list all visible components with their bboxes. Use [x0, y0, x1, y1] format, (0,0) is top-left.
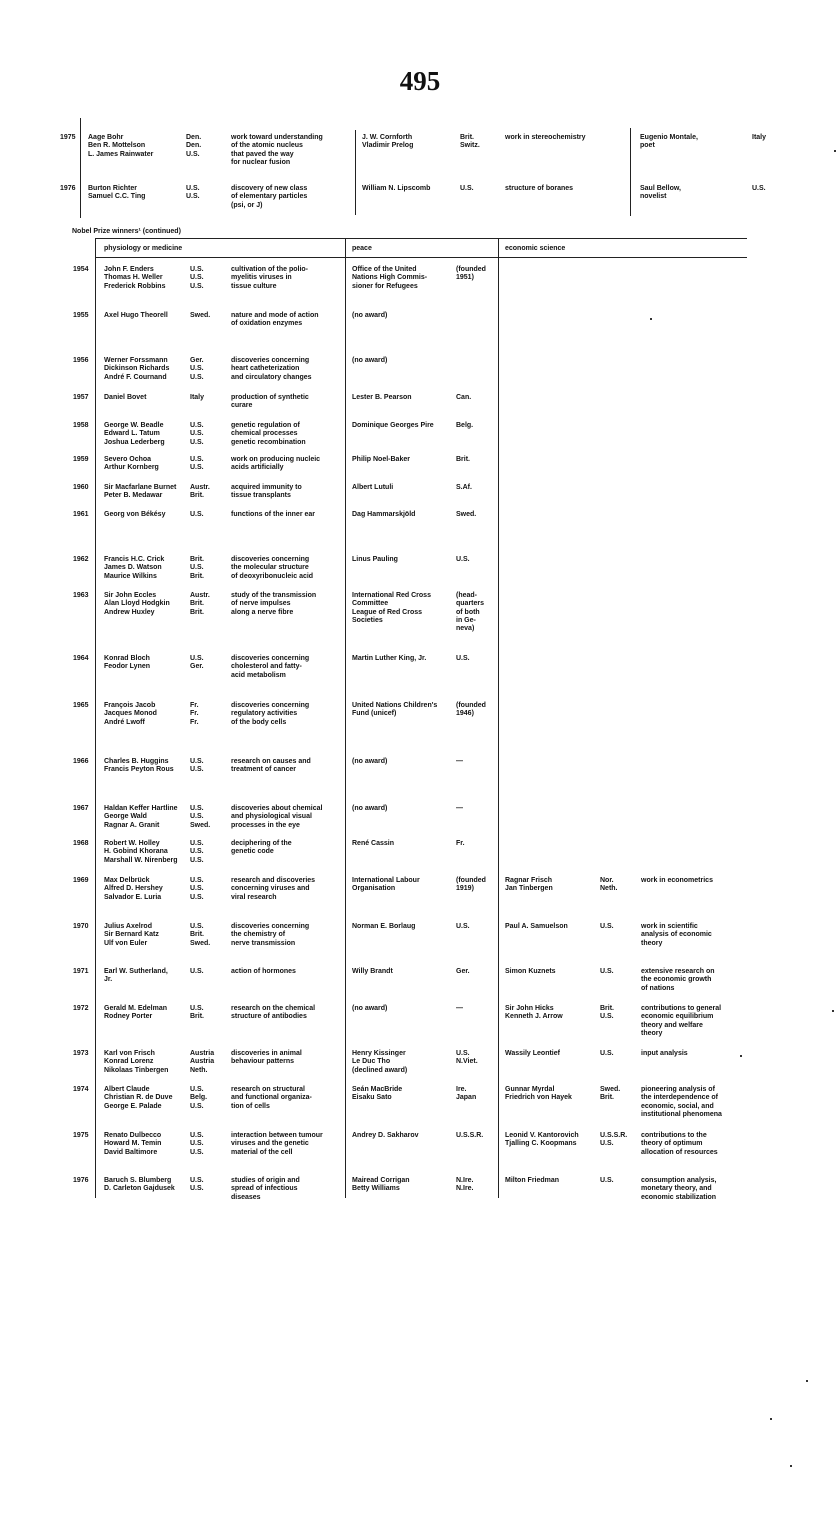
row-year: 1956 [73, 357, 89, 364]
medicine-nationality: Swed. [190, 312, 211, 319]
chemistry-laureates: William N. Lipscomb [362, 185, 431, 192]
medicine-achievement: discoveries concerning the chemistry of nerve transmission [231, 923, 310, 947]
medicine-achievement: discoveries in animal behaviour patterns [231, 1050, 302, 1066]
chemistry-achievement: work in stereochemistry [505, 134, 586, 141]
header-bottom-rule [95, 257, 747, 258]
peace-laureate: Martin Luther King, Jr. [352, 655, 427, 662]
peace-laureate: (no award) [352, 805, 388, 812]
medicine-achievement: cultivation of the polio- myelitis viruses in tissue culture [231, 266, 308, 290]
medicine-nationality: U.S. Brit. [190, 1005, 204, 1021]
peace-nationality: — [456, 758, 463, 765]
chemistry-laureates: J. W. Cornforth Vladimir Prelog [362, 134, 414, 150]
peace-laureate: Norman E. Borlaug [352, 923, 416, 930]
medicine-nationality: U.S. U.S. U.S. [190, 877, 204, 901]
medicine-achievement: studies of origin and spread of infectious diseases [231, 1177, 300, 1201]
medicine-achievement: discoveries concerning heart catheterization and circulatory changes [231, 357, 312, 381]
peace-laureate: (no award) [352, 758, 388, 765]
peace-nationality: (founded 1951) [456, 266, 486, 282]
medicine-achievement: nature and mode of action of oxidation enzymes [231, 312, 319, 328]
medicine-nationality: Italy [190, 394, 205, 401]
medicine-achievement: genetic regulation of chemical processes genetic recombination [231, 422, 306, 446]
peace-laureate: Henry Kissinger Le Duc Tho (declined award) [352, 1050, 408, 1074]
economics-nationality: Nor. Neth. [600, 877, 618, 893]
medicine-achievement: interaction between tumour viruses and the genetic material of the cell [231, 1132, 323, 1156]
medicine-nationality: U.S. U.S. Swed. [190, 805, 211, 829]
physics-nationality: Den. Den. U.S. [186, 134, 202, 158]
peace-nationality: U.S. [456, 655, 470, 662]
medicine-laureates: Daniel Bovet [104, 394, 147, 401]
economics-laureates: Milton Friedman [505, 1177, 560, 1184]
economics-nationality: Brit. U.S. [600, 1005, 614, 1021]
physics-laureates: Burton Richter Samuel C.C. Ting [88, 185, 146, 201]
peace-nationality: S.Af. [456, 484, 472, 491]
peace-laureate: Willy Brandt [352, 968, 393, 975]
header-medicine: physiology or medicine [104, 245, 183, 252]
medicine-achievement: study of the transmission of nerve impulses along a nerve fibre [231, 592, 317, 616]
medicine-nationality: U.S. Ger. [190, 655, 204, 671]
medicine-nationality: U.S. [190, 511, 204, 518]
peace-laureate: Philip Noel-Baker [352, 456, 410, 463]
scan-speck [650, 318, 652, 320]
medicine-achievement: discoveries concerning regulatory activities of the body cells [231, 702, 310, 726]
row-year: 1970 [73, 923, 89, 930]
medicine-laureates: Axel Hugo Theorell [104, 312, 168, 319]
medicine-laureates: Max Delbrück Alfred D. Hershey Salvador E. Luria [104, 877, 163, 901]
medicine-achievement: research and discoveries concerning viruses and viral research [231, 877, 316, 901]
peace-laureate: International Labour Organisation [352, 877, 420, 893]
page-number: 495 [399, 66, 441, 96]
medicine-laureates: Charles B. Huggins Francis Peyton Rous [104, 758, 174, 774]
peace-nationality: U.S. [456, 556, 470, 563]
economics-achievement: pioneering analysis of the interdependence of economic, social, and institutional phenomena [641, 1086, 722, 1118]
medicine-nationality: U.S. Brit. Swed. [190, 923, 211, 947]
peace-nationality: — [456, 805, 463, 812]
peace-nationality: N.Ire. N.Ire. [456, 1177, 474, 1193]
physics-laureates: Aage Bohr Ben R. Mottelson L. James Rainwater [88, 134, 154, 158]
medicine-nationality: U.S. U.S. U.S. [190, 1132, 204, 1156]
chemistry-achievement: structure of boranes [505, 185, 574, 192]
table-title: Nobel Prize winners¹ (continued) [72, 228, 181, 235]
medicine-laureates: Konrad Bloch Feodor Lynen [104, 655, 151, 671]
peace-laureate: Lester B. Pearson [352, 394, 412, 401]
economics-laureates: Paul A. Samuelson [505, 923, 568, 930]
peace-laureate: United Nations Children's Fund (unicef) [352, 702, 438, 718]
medicine-achievement: work on producing nucleic acids artificially [231, 456, 321, 472]
row-year: 1976 [73, 1177, 89, 1184]
table-rule-left [95, 238, 96, 1198]
row-year: 1962 [73, 556, 89, 563]
peace-nationality: U.S.S.R. [456, 1132, 484, 1139]
top-year: 1976 [60, 185, 76, 192]
top-rule-right [630, 128, 631, 216]
row-year: 1955 [73, 312, 89, 319]
economics-achievement: extensive research on the economic growth of nations [641, 968, 715, 992]
economics-nationality: U.S. [600, 1177, 614, 1184]
row-year: 1963 [73, 592, 89, 599]
economics-achievement: input analysis [641, 1050, 688, 1057]
row-year: 1959 [73, 456, 89, 463]
row-year: 1975 [73, 1132, 89, 1139]
medicine-laureates: Gerald M. Edelman Rodney Porter [104, 1005, 168, 1021]
medicine-achievement: research on the chemical structure of antibodies [231, 1005, 316, 1021]
economics-laureates: Simon Kuznets [505, 968, 556, 975]
medicine-nationality: U.S. U.S. U.S. [190, 422, 204, 446]
medicine-nationality: Brit. U.S. Brit. [190, 556, 204, 580]
physics-nationality: U.S. U.S. [186, 185, 200, 201]
medicine-nationality: U.S. [190, 968, 204, 975]
medicine-nationality: Austr. Brit. Brit. [190, 592, 210, 616]
medicine-laureates: François Jacob Jacques Monod André Lwoff [104, 702, 157, 726]
medicine-nationality: U.S. U.S. [190, 758, 204, 774]
economics-nationality: Swed. Brit. [600, 1086, 621, 1102]
peace-nationality: Brit. [456, 456, 470, 463]
economics-nationality: U.S. [600, 1050, 614, 1057]
chemistry-nationality: Brit. Switz. [460, 134, 480, 150]
peace-laureate: Mairead Corrigan Betty Williams [352, 1177, 410, 1193]
medicine-achievement: deciphering of the genetic code [231, 840, 292, 856]
peace-nationality: Ire. Japan [456, 1086, 477, 1102]
literature-laureate: Eugenio Montale, poet [640, 134, 698, 150]
row-year: 1965 [73, 702, 89, 709]
peace-nationality: Swed. [456, 511, 477, 518]
medicine-laureates: George W. Beadle Edward L. Tatum Joshua Lederberg [104, 422, 165, 446]
medicine-laureates: Werner Forssmann Dickinson Richards André F. Cournand [104, 357, 170, 381]
peace-laureate: Dominique Georges Pire [352, 422, 434, 429]
peace-nationality: Ger. [456, 968, 470, 975]
table-rule-peace [345, 238, 346, 1198]
medicine-achievement: production of synthetic curare [231, 394, 309, 410]
medicine-nationality: U.S. U.S. U.S. [190, 840, 204, 864]
economics-achievement: consumption analysis, monetary theory, and economic stabilization [641, 1177, 717, 1201]
medicine-achievement: functions of the inner ear [231, 511, 316, 518]
peace-nationality: Fr. [456, 840, 465, 847]
medicine-nationality: Austria Austria Neth. [190, 1050, 215, 1074]
peace-nationality: (founded 1946) [456, 702, 486, 718]
literature-nationality: U.S. [752, 185, 766, 192]
top-year: 1975 [60, 134, 76, 141]
economics-laureates: Ragnar Frisch Jan Tinbergen [505, 877, 553, 893]
medicine-nationality: Fr. Fr. Fr. [190, 702, 199, 726]
top-rule-left [80, 118, 81, 218]
scan-speck [770, 1418, 772, 1420]
row-year: 1964 [73, 655, 89, 662]
economics-achievement: contributions to general economic equilibrium theory and welfare theory [641, 1005, 722, 1037]
medicine-achievement: research on causes and treatment of cancer [231, 758, 311, 774]
header-peace: peace [352, 245, 372, 252]
peace-laureate: International Red Cross Committee League of Red Cross Societies [352, 592, 431, 624]
scan-speck [740, 1055, 742, 1057]
peace-laureate: Linus Pauling [352, 556, 398, 563]
economics-achievement: work in scientific analysis of economic theory [641, 923, 712, 947]
peace-nationality: (founded 1919) [456, 877, 486, 893]
row-year: 1969 [73, 877, 89, 884]
medicine-nationality: U.S. U.S. [190, 1177, 204, 1193]
economics-laureates: Wassily Leontief [505, 1050, 560, 1057]
row-year: 1960 [73, 484, 89, 491]
medicine-achievement: action of hormones [231, 968, 296, 975]
row-year: 1967 [73, 805, 89, 812]
medicine-laureates: Severo Ochoa Arthur Kornberg [104, 456, 159, 472]
header-economics: economic science [505, 245, 566, 252]
header-top-rule [95, 238, 747, 239]
peace-laureate: Office of the United Nations High Commis- sioner for Refugees [352, 266, 428, 290]
medicine-laureates: Francis H.C. Crick James D. Watson Maurice Wilkins [104, 556, 165, 580]
medicine-achievement: acquired immunity to tissue transplants [231, 484, 302, 500]
peace-laureate: Dag Hammarskjöld [352, 511, 416, 518]
medicine-nationality: Ger. U.S. U.S. [190, 357, 204, 381]
medicine-laureates: Sir Macfarlane Burnet Peter B. Medawar [104, 484, 177, 500]
peace-laureate: Andrey D. Sakharov [352, 1132, 419, 1139]
row-year: 1966 [73, 758, 89, 765]
row-year: 1972 [73, 1005, 89, 1012]
peace-nationality: Can. [456, 394, 472, 401]
medicine-achievement: discoveries concerning the molecular structure of deoxyribonucleic acid [231, 556, 314, 580]
scan-speck [832, 1010, 834, 1012]
medicine-laureates: John F. Enders Thomas H. Weller Frederick Robbins [104, 266, 166, 290]
peace-nationality: — [456, 1005, 463, 1012]
medicine-laureates: Renato Dulbecco Howard M. Temin David Baltimore [104, 1132, 162, 1156]
medicine-laureates: Sir John Eccles Alan Lloyd Hodgkin Andrew Huxley [104, 592, 170, 616]
medicine-nationality: U.S. Belg. U.S. [190, 1086, 208, 1110]
medicine-laureates: Earl W. Sutherland, Jr. [104, 968, 168, 984]
medicine-nationality: U.S. U.S. [190, 456, 204, 472]
row-year: 1957 [73, 394, 89, 401]
physics-achievement: discovery of new class of elementary particles (psi, or J) [231, 185, 308, 209]
medicine-achievement: discoveries about chemical and physiological visual processes in the eye [231, 805, 323, 829]
row-year: 1968 [73, 840, 89, 847]
peace-nationality: U.S. [456, 923, 470, 930]
chemistry-nationality: U.S. [460, 185, 474, 192]
row-year: 1974 [73, 1086, 89, 1093]
peace-nationality: Belg. [456, 422, 474, 429]
peace-laureate: Seán MacBride Eisaku Sato [352, 1086, 403, 1102]
economics-nationality: U.S. [600, 968, 614, 975]
table-rule-econ [498, 238, 499, 1198]
medicine-nationality: U.S. U.S. U.S. [190, 266, 204, 290]
medicine-laureates: Albert Claude Christian R. de Duve George E. Palade [104, 1086, 173, 1110]
scan-speck [790, 1465, 792, 1467]
medicine-nationality: Austr. Brit. [190, 484, 210, 500]
economics-nationality: U.S.S.R. U.S. [600, 1132, 628, 1148]
row-year: 1971 [73, 968, 89, 975]
row-year: 1973 [73, 1050, 89, 1057]
economics-laureates: Gunnar Myrdal Friedrich von Hayek [505, 1086, 572, 1102]
peace-laureate: René Cassin [352, 840, 395, 847]
economics-nationality: U.S. [600, 923, 614, 930]
medicine-laureates: Karl von Frisch Konrad Lorenz Nikolaas Tinbergen [104, 1050, 169, 1074]
literature-laureate: Saul Bellow, novelist [640, 185, 681, 201]
economics-achievement: contributions to the theory of optimum allocation of resources [641, 1132, 718, 1156]
economics-laureates: Leonid V. Kantorovich Tjalling C. Koopmans [505, 1132, 579, 1148]
scan-speck [806, 1380, 808, 1382]
medicine-achievement: research on structural and functional organiza- tion of cells [231, 1086, 312, 1110]
peace-nationality: (head- quarters of both in Ge- neva) [456, 592, 485, 633]
medicine-laureates: Robert W. Holley H. Gobind Khorana Marshall W. Nirenberg [104, 840, 178, 864]
peace-laureate: Albert Lutuli [352, 484, 394, 491]
medicine-laureates: Georg von Békésy [104, 511, 166, 518]
physics-achievement: work toward understanding of the atomic nucleus that paved the way for nuclear fusion [231, 134, 323, 166]
peace-laureate: (no award) [352, 357, 388, 364]
row-year: 1961 [73, 511, 89, 518]
medicine-laureates: Haldan Keffer Hartline George Wald Ragnar A. Granit [104, 805, 178, 829]
peace-laureate: (no award) [352, 1005, 388, 1012]
medicine-laureates: Baruch S. Blumberg D. Carleton Gajdusek [104, 1177, 175, 1193]
medicine-achievement: discoveries concerning cholesterol and fatty- acid metabolism [231, 655, 310, 679]
scan-speck [834, 150, 836, 152]
literature-nationality: Italy [752, 134, 767, 141]
economics-achievement: work in econometrics [641, 877, 713, 884]
peace-laureate: (no award) [352, 312, 388, 319]
economics-laureates: Sir John Hicks Kenneth J. Arrow [505, 1005, 563, 1021]
peace-nationality: U.S. N.Viet. [456, 1050, 478, 1066]
top-rule-mid [355, 130, 356, 215]
medicine-laureates: Julius Axelrod Sir Bernard Katz Ulf von Euler [104, 923, 159, 947]
row-year: 1954 [73, 266, 89, 273]
row-year: 1958 [73, 422, 89, 429]
